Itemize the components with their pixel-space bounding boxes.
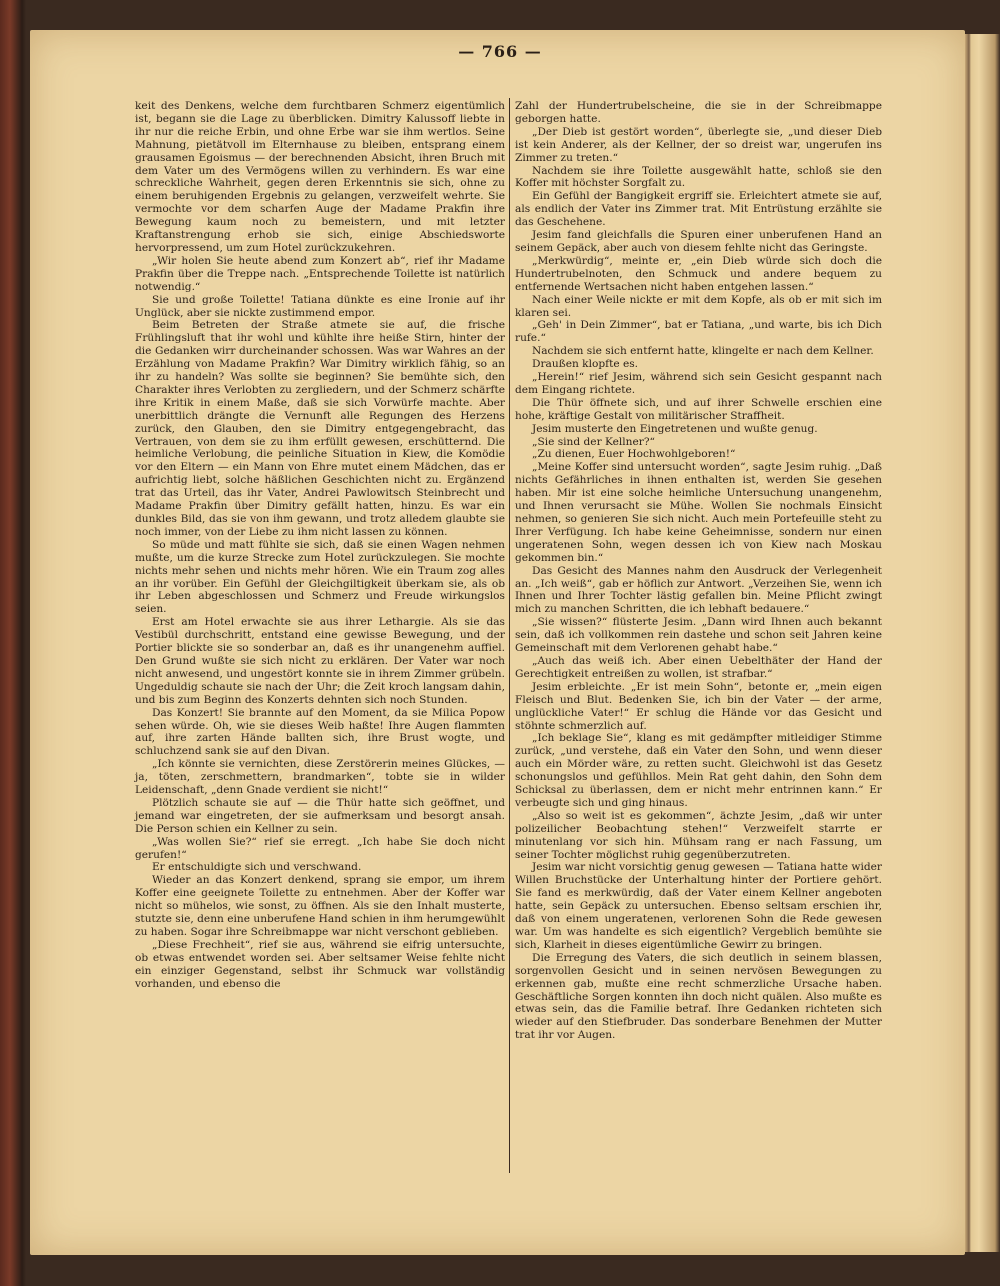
paragraph: „Ich könnte sie vernichten, diese Zerstörerin meines Glückes, — ja, töten, zerschmettern, brandmarken“, tobte sie in wilder Leidenschaft, „denn Gnade verdient sie nicht!“ bbox=[135, 758, 505, 797]
paragraph: Plötzlich schaute sie auf — die Thür hatte sich geöffnet, und jemand war eingetreten, der sie aufmerksam und besorgt ansah. Die Person schien ein Kellner zu sein. bbox=[135, 796, 505, 835]
paragraph: „Sie wissen?“ flüsterte Jesim. „Dann wird Ihnen auch bekannt sein, daß ich vollkommen rein dastehe und schon seit Jahren keine Gemeinschaft mit dem Verlorenen gehabt habe.“ bbox=[515, 616, 882, 655]
paragraph: „Geh' in Dein Zimmer“, bat er Tatiana, „und warte, bis ich Dich rufe.“ bbox=[515, 319, 882, 345]
paragraph: Das Gesicht des Mannes nahm den Ausdruck der Verlegenheit an. „Ich weiß“, gab er höflich zur Antwort. „Verzeihen Sie, wenn ich Ihnen und Ihrer Tochter lästig gefallen bin. Meine Pflicht zwingt mich zu manchen Schritten, die ich lebhaft bedauere.“ bbox=[515, 564, 882, 616]
paragraph: „Wir holen Sie heute abend zum Konzert ab“, rief ihr Madame Prakfin über die Treppe nach. „Entsprechende Toilette ist natürlich notwendig.“ bbox=[135, 254, 505, 293]
paragraph: Jesim fand gleichfalls die Spuren einer unberufenen Hand an seinem Gepäck, aber auch von diesem fehlte nicht das Geringste. bbox=[515, 229, 882, 254]
paragraph: Sie und große Toilette! Tatiana dünkte es eine Ironie auf ihr Unglück, aber sie nickte zustimmend empor. bbox=[135, 293, 505, 319]
paragraph: So müde und matt fühlte sie sich, daß sie einen Wagen nehmen mußte, um die kurze Strecke zum Hotel zurückzulegen. Sie mochte nichts mehr sehen und nichts mehr hören. Wie ein Traum zog alles an ihr vorüber. Ein Gefühl der Gleichgiltigkeit überkam sie, als ob ihr Leben abgeschlossen und Schmerz und Freude wirkungslos seien. bbox=[135, 538, 505, 616]
column-divider bbox=[509, 98, 510, 1173]
paragraph: Nachdem sie ihre Toilette ausgewählt hatte, schloß sie den Koffer mit höchster Sorgfalt zu. bbox=[515, 164, 882, 190]
paragraph: keit des Denkens, welche dem furchtbaren Schmerz eigentümlich ist, begann sie die Lage zu überblicken. Dimitry Kalussoff liebte in ihr nur die reiche Erbin, und ohne Erbe war sie ihm wertlos. Seine Mahnung, pietätvoll im Elternhause zu bleiben, entsprang einem grausamen Egoismus — der berechnenden Absicht, ihren Bruch mit dem Vater um des Vermögens willen zu verhindern. Es war eine schreckliche Wahrheit, gegen deren Erkenntnis sie sich, ohne zu einem beruhigenden Ergebnis zu gelangen, verzweifelt wehrte. Sie vermochte vor dem scharfen Auge der Madame Prakfin ihre Bewegung kaum noch zu bemeistern, und mit letzter Kraftanstrengung erhob sie sich, einige Abschiedsworte hervorpressend, um zum Hotel zurückzukehren. bbox=[135, 100, 505, 254]
paragraph: „Auch das weiß ich. Aber einen Uebelthäter der Hand der Gerechtigkeit entreißen zu wollen, ist strafbar.“ bbox=[515, 654, 882, 680]
paragraph: Die Thür öffnete sich, und auf ihrer Schwelle erschien eine hohe, kräftige Gestalt von militärischer Straffheit. bbox=[515, 396, 882, 422]
paragraph: Jesim war nicht vorsichtig genug gewesen — Tatiana hatte wider Willen Bruchstücke der Unterhaltung hinter der Portiere gehört. Sie fand es merkwürdig, daß der Vater einem Kellner angeboten hatte, sein Gepäck zu untersuchen. Ebenso seltsam erschien ihr, daß von einem ungeratenen, verlorenen Sohn die Rede gewesen war. Um was handelte es sich eigentlich? Vergeblich bemühte sie sich, Klarheit in dieses eigentümliche Gewirr zu bringen. bbox=[515, 861, 882, 951]
paragraph: Jesim musterte den Eingetretenen und wußte genug. bbox=[531, 422, 818, 435]
right-column bbox=[515, 100, 882, 1042]
page-number: — 766 — bbox=[458, 42, 542, 61]
paragraph: Nachdem sie sich entfernt hatte, klingelte er nach dem Kellner. bbox=[531, 345, 874, 358]
paragraph: Das Konzert! Sie brannte auf den Moment, da sie Milica Popow sehen würde. Oh, wie sie dieses Weib haßte! Ihre Augen flammten auf, ihre zarten Hände ballten sich, ihre Brust wogte, und schluchzend sank sie auf den Divan. bbox=[135, 706, 505, 758]
left-column bbox=[135, 100, 505, 991]
paragraph: „Diese Frechheit“, rief sie aus, während sie eifrig untersuchte, ob etwas entwendet worden sei. Aber seltsamer Weise fehlte nicht ein einziger Gegenstand, selbst ihr Schmuck war vollständig vorhanden, und ebenso die bbox=[135, 938, 505, 990]
paragraph: Er entschuldigte sich und verschwand. bbox=[151, 861, 362, 874]
paragraph: „Was wollen Sie?“ rief sie erregt. „Ich habe Sie doch nicht gerufen!“ bbox=[135, 835, 505, 861]
paragraph: Beim Betreten der Straße atmete sie auf, die frische Frühlingsluft that ihr wohl und kühlte ihre heiße Stirn, hinter der die Gedanken wirr durcheinander schossen. Was war Wahres an der Erzählung von Madame Prakfin? War Dimitry wirklich fähig, so an ihr zu handeln? Was sollte sie beginnen? Sie bemühte sich, den Charakter ihres Verlobten zu zergliedern, und der Schmerz schärfte ihre Kritik in einem Maße, daß sie sich Vorwürfe machte. Aber unerbittlich drängte die Vernunft alle Regungen des Herzens zurück, den Glauben, den sie Dimitry entgegengebracht, das Vertrauen, von dem sie zu ihm erfüllt gewesen, erschütternd. Die heimliche Verlobung, die peinliche Situation in Kiew, die Komödie vor den Eltern — ein Mann von Ehre mutet einem Mädchen, das er aufrichtig liebt, solche häßlichen Geschichten nicht zu. Ergänzend trat das Urteil, das ihr Vater, Andrei Pawlowitsch Steinbrecht und Madame Prakfin über Dimitry gefällt hatten, hinzu. Es war ein dunkles Bild, das sie von ihm gewann, und trotz alledem glaubte sie noch immer, von der Liebe zu ihm nicht lassen zu können. bbox=[135, 319, 505, 538]
paragraph: „Zu dienen, Euer Hochwohlgeboren!“ bbox=[531, 448, 736, 461]
paragraph: „Der Dieb ist gestört worden“, überlegte sie, „und dieser Dieb ist kein Anderer, als der Kellner, der so dreist war, ungerufen ins Zimmer zu treten.“ bbox=[515, 125, 882, 164]
paragraph: Draußen klopfte es. bbox=[531, 358, 639, 371]
paragraph: Wieder an das Konzert denkend, sprang sie empor, um ihrem Koffer eine geeignete Toilette zu entnehmen. Aber der Koffer war nicht so mühelos, wie sonst, zu öffnen. Als sie den Inhalt musterte, stutzte sie, denn eine unberufene Hand schien in ihm herumgewühlt zu haben. Sogar ihre Schreibmappe war nicht verschont geblieben. bbox=[135, 874, 505, 938]
paragraph: Nach einer Weile nickte er mit dem Kopfe, als ob er mit sich im klaren sei. bbox=[515, 293, 882, 319]
paragraph: Jesim erbleichte. „Er ist mein Sohn“, betonte er, „mein eigen Fleisch und Blut. Bedenken Sie, ich bin der Vater — der arme, unglückliche Vater!“ Er schlug die Hände vor das Gesicht und stöhnte schmerzlich auf. bbox=[515, 680, 882, 732]
paragraph: „Sie sind der Kellner?“ bbox=[531, 435, 655, 448]
paragraph: Zahl der Hundertrubelscheine, die sie in der Schreibmappe geborgen hatte. bbox=[515, 100, 882, 125]
paragraph: „Merkwürdig“, meinte er, „ein Dieb würde sich doch die Hundertrubelnoten, den Schmuck und andere bequem zu entfernende Wertsachen nicht haben entgehen lassen.“ bbox=[515, 254, 882, 293]
paragraph: „Herein!“ rief Jesim, während sich sein Gesicht gespannt nach dem Eingang richtete. bbox=[515, 371, 882, 396]
paragraph: „Meine Koffer sind untersucht worden“, sagte Jesim ruhig. „Daß nichts Gefährliches in ihnen enthalten ist, werden Sie gesehen haben. Mir ist eine solche heimliche Untersuchung unangenehm, und Ihnen verursacht sie Mühe. Wollen Sie nochmals Einsicht nehmen, so genieren Sie sich nicht. Auch mein Portefeuille steht zu Ihrer Verfügung. Ich habe keine Geheimnisse, sondern nur einen ungeratenen Sohn, wegen dessen ich von Kiew nach Moskau gekommen bin.“ bbox=[515, 461, 882, 564]
paragraph: Erst am Hotel erwachte sie aus ihrer Lethargie. Als sie das Vestibül durchschritt, entstand eine gewisse Bewegung, und der Portier blickte sie so sonderbar an, daß es ihr unangenehm auffiel. Den Grund wußte sie sich nicht zu erklären. Der Vater war noch nicht anwesend, und ungestört konnte sie in ihrem Zimmer grübeln. Ungeduldig schaute sie nach der Uhr; die Zeit kroch langsam dahin, und bis zum Beginn des Konzerts dehnten sich noch Stunden. bbox=[135, 616, 505, 706]
paragraph: „Ich beklage Sie“, klang es mit gedämpfter mitleidiger Stimme zurück, „und verstehe, daß ein Vater den Sohn, und wenn dieser auch ein Mörder wäre, zu retten sucht. Gleichwohl ist das Gesetz schonungslos und gefühllos. Mein Rat geht dahin, den Sohn dem Schicksal zu überlassen, dem er nicht mehr entrinnen kann.“ Er verbeugte sich und ging hinaus. bbox=[515, 732, 882, 809]
paragraph: Ein Gefühl der Bangigkeit ergriff sie. Erleichtert atmete sie auf, als endlich der Vater ins Zimmer trat. Mit Entrüstung erzählte sie das Geschehene. bbox=[515, 190, 882, 229]
paragraph: Die Erregung des Vaters, die sich deutlich in seinem blassen, sorgenvollen Gesicht und in seinen nervösen Bewegungen zu erkennen gab, mußte eine recht schmerzliche Ursache haben. Geschäftliche Sorgen konnten ihn doch nicht quälen. Also mußte es etwas sein, das die Familie betraf. Ihre Gedanken richteten sich wieder auf den Stiefbruder. Das sonderbare Benehmen der Mutter trat ihr vor Augen. bbox=[515, 951, 882, 1042]
page-edge bbox=[965, 34, 1000, 1252]
paragraph: „Also so weit ist es gekommen“, ächzte Jesim, „daß wir unter polizeilicher Beobachtung stehen!“ Verzweifelt starrte er minutenlang vor sich hin. Mühsam rang er nach Fassung, um seiner Tochter möglichst ruhig gegenüberzutreten. bbox=[515, 809, 882, 861]
